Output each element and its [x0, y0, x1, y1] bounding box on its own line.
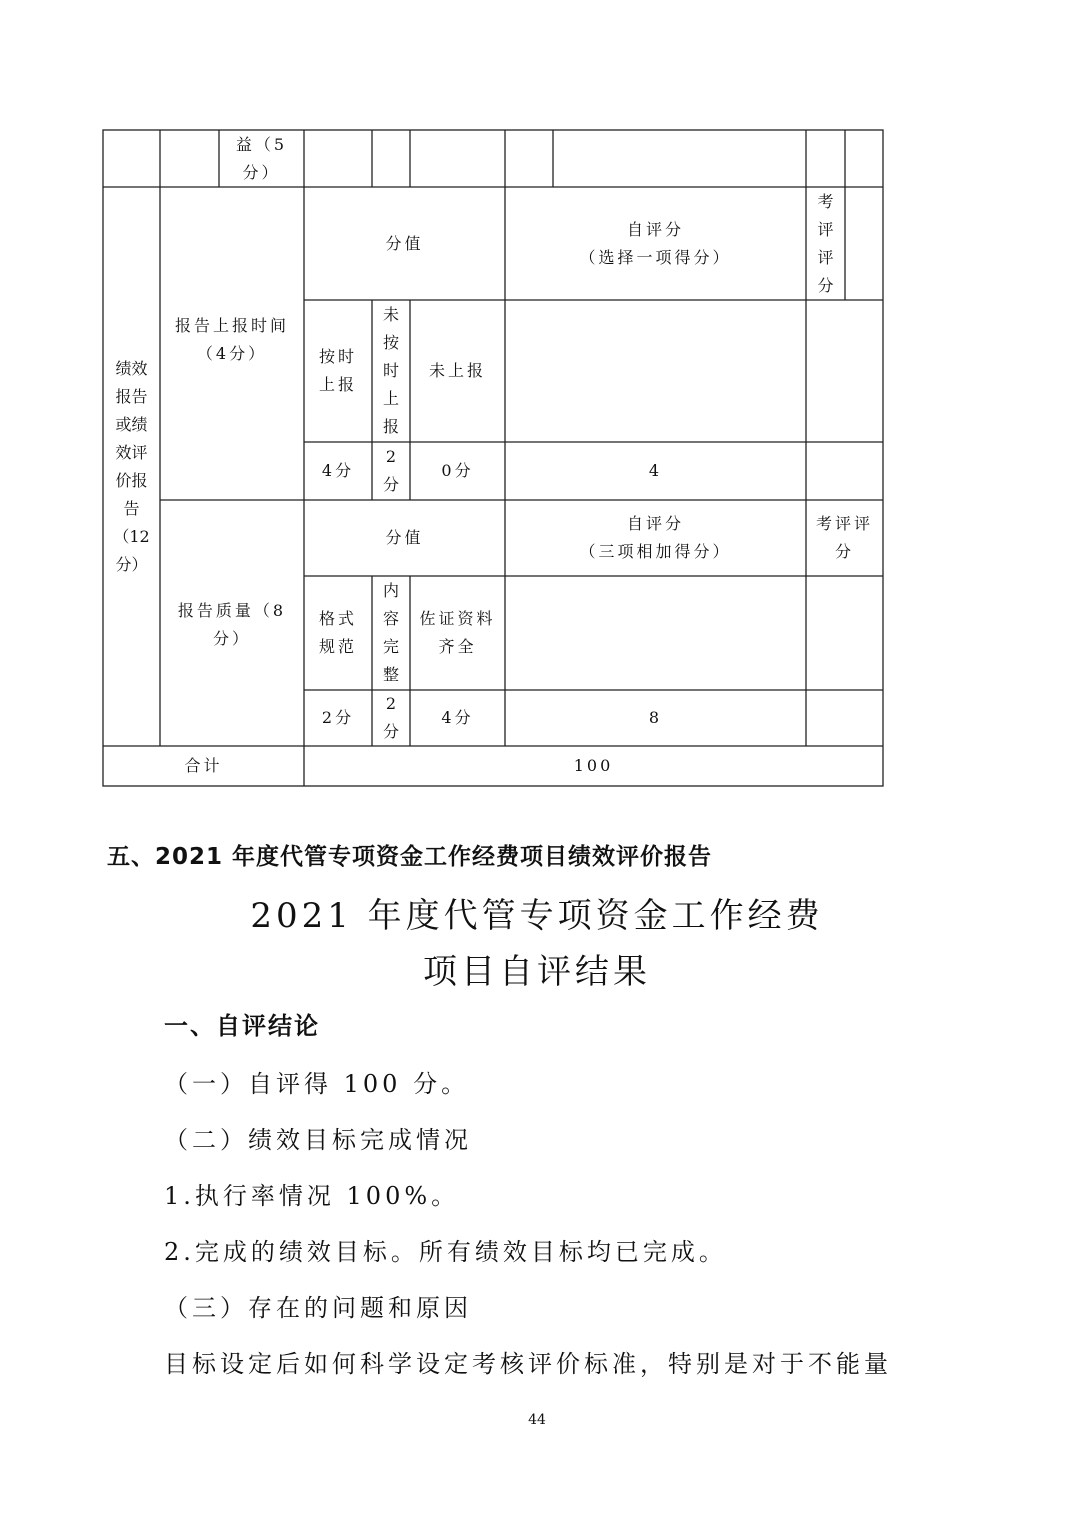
report-quality-review-header: 考评评 分	[815, 514, 873, 561]
paragraph: （三）存在的问题和原因	[164, 1294, 472, 1322]
report-quality-opt3: 佐证资料 齐全	[419, 609, 496, 656]
report-quality-opt2: 内 容 完 整	[382, 581, 399, 684]
report-time-val1: 4分	[321, 461, 355, 480]
report-time-score-header: 分值	[385, 233, 424, 253]
total-label: 合计	[184, 756, 223, 775]
doc-title-line1: 2021 年度代管专项资金工作经费	[250, 896, 824, 936]
report-quality-val3: 4分	[441, 708, 474, 727]
report-time-label: 报告上报时间 （4分）	[174, 316, 289, 363]
section-heading: 五、2021 年度代管专项资金工作经费项目绩效评价报告	[107, 844, 713, 870]
total-value: 100	[573, 756, 614, 775]
report-time-opt3: 未上报	[428, 361, 486, 380]
report-quality-opt1: 格式 规范	[318, 609, 357, 656]
report-quality-val2: 2 分	[382, 694, 399, 741]
paragraph: 目标设定后如何科学设定考核评价标准，特别是对于不能量	[164, 1350, 892, 1378]
paragraph: （二）绩效目标完成情况	[164, 1126, 472, 1154]
report-quality-score-header: 分值	[385, 528, 424, 547]
paragraph: 1.执行率情况 100%。	[164, 1182, 460, 1210]
report-time-review-header: 考 评 评 分	[817, 191, 834, 295]
doc-title-line2: 项目自评结果	[423, 952, 651, 992]
report-time-val2: 2 分	[382, 447, 399, 494]
page-number: 44	[528, 1412, 546, 1428]
report-quality-val1: 2分	[321, 708, 355, 727]
report-quality-self-header: 自评分 （三项相加得分）	[579, 514, 732, 561]
partial-row-label: 益（5 分）	[235, 134, 288, 182]
heading-conclusion: 一、自评结论	[164, 1012, 320, 1040]
report-quality-label: 报告质量（8 分）	[177, 601, 287, 648]
report-time-self-header: 自评分 （选择一项得分）	[579, 219, 732, 267]
paragraph: （一）自评得 100 分。	[164, 1070, 470, 1098]
report-time-val3: 0分	[441, 461, 474, 480]
report-quality-self-score: 8	[648, 708, 663, 727]
section-label: 绩效 报告 或绩 效评 价报 告 （12 分）	[113, 358, 150, 574]
report-time-opt1: 按时 上报	[318, 347, 357, 394]
report-time-opt2: 未 按 时 上 报	[382, 305, 399, 436]
report-time-self-score: 4	[648, 461, 663, 480]
paragraph: 2.完成的绩效目标。所有绩效目标均已完成。	[164, 1238, 727, 1266]
